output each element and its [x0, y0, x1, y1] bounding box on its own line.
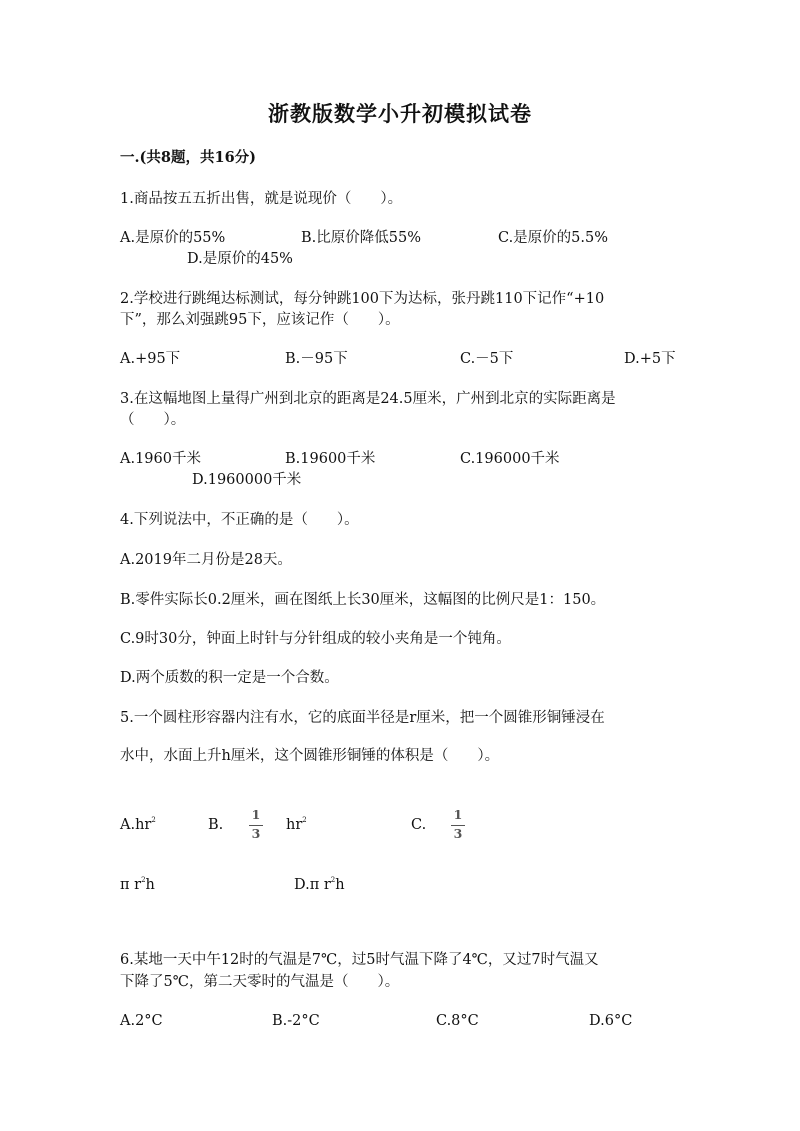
question-3-stem-line1: 3.在这幅地图上量得广州到北京的距离是24.5厘米，广州到北京的实际距离是	[120, 391, 616, 407]
squared-exponent: 2	[151, 816, 156, 824]
question-2-option-c: C.－5下	[460, 351, 514, 367]
question-5-stem-line1: 5.一个圆柱形容器内注有水，它的底面半径是r厘米，把一个圆锥形铜锤浸在	[120, 710, 605, 726]
question-4-option-b: B.零件实际长0.2厘米，画在图纸上长30厘米，这幅图的比例尺是1：150。	[120, 592, 606, 608]
question-4-stem: 4.下列说法中，不正确的是（ ）。	[120, 512, 359, 528]
fraction-denominator: 3	[251, 825, 261, 841]
fraction-numerator: 1	[453, 807, 463, 822]
question-4-option-d: D.两个质数的积一定是一个合数。	[120, 670, 339, 686]
question-6-stem-line1: 6.某地一天中午12时的气温是7℃，过5时气温下降了4℃，又过7时气温又	[120, 952, 599, 968]
question-3-option-c: C.196000千米	[460, 451, 560, 467]
question-5-option-c-expr: π $r^2h$	[120, 876, 155, 893]
question-5-option-d: D.π $r^2h$	[294, 876, 345, 893]
fraction-one-third	[451, 809, 465, 840]
question-5-option-a	[120, 818, 156, 833]
question-2-stem-line2: 下”，那么刘强跳95下，应该记作（ ）。	[120, 312, 400, 328]
question-5-option-b-expr: $hr^2$	[286, 816, 307, 833]
question-5-option-b-label: B.	[208, 817, 224, 833]
question-2-option-a: A.+95下	[120, 351, 181, 367]
question-6-option-a: A.2°C	[120, 1013, 163, 1029]
option-a-label: A.	[120, 817, 136, 833]
question-1-option-a: A.是原价的55%	[120, 230, 226, 246]
question-3-option-d: D.1960000千米	[192, 472, 302, 488]
question-1-option-b: B.比原价降低55%	[301, 230, 421, 246]
question-4-option-c: C.9时30分，钟面上时针与分针组成的较小夹角是一个钝角。	[120, 631, 511, 647]
question-6-stem-line2: 下降了5℃，第二天零时的气温是（ ）。	[120, 974, 400, 990]
section-heading: 一.(共8题，共16分)	[120, 149, 257, 166]
fraction-one-third	[249, 809, 263, 840]
question-6-option-b: B.-2°C	[272, 1013, 320, 1029]
fraction-denominator: 3	[453, 825, 463, 841]
question-2-option-d: D.+5下	[624, 351, 676, 367]
question-1-option-d: D.是原价的45%	[187, 251, 293, 267]
question-6-option-d: D.6°C	[589, 1013, 633, 1029]
question-1-option-c: C.是原价的5.5%	[498, 230, 609, 246]
question-1-stem: 1.商品按五五折出售，就是说现价（ ）。	[120, 191, 403, 207]
question-2-option-b: B.－95下	[285, 351, 348, 367]
squared-exponent: 2	[302, 816, 307, 824]
question-2-stem-line1: 2.学校进行跳绳达标测试，每分钟跳100下为达标，张丹跳110下记作“+10	[120, 291, 605, 307]
question-6-option-c: C.8°C	[436, 1013, 479, 1029]
question-5-option-c-label: C.	[411, 817, 427, 833]
page-title: 浙教版数学小升初模拟试卷	[268, 101, 532, 126]
question-3-stem-line2: （ ）。	[120, 412, 186, 428]
fraction-numerator: 1	[251, 807, 261, 822]
squared-exponent: 2	[330, 876, 336, 884]
question-4-option-a: A.2019年二月份是28天。	[120, 552, 292, 568]
question-5-stem-line2: 水中，水面上升h厘米，这个圆锥形铜锤的体积是（ ）。	[120, 748, 500, 764]
question-3-option-a: A.1960千米	[120, 451, 201, 467]
question-3-option-b: B.19600千米	[285, 451, 376, 467]
option-a-expr: hr	[135, 817, 152, 833]
squared-exponent: 2	[141, 876, 146, 884]
